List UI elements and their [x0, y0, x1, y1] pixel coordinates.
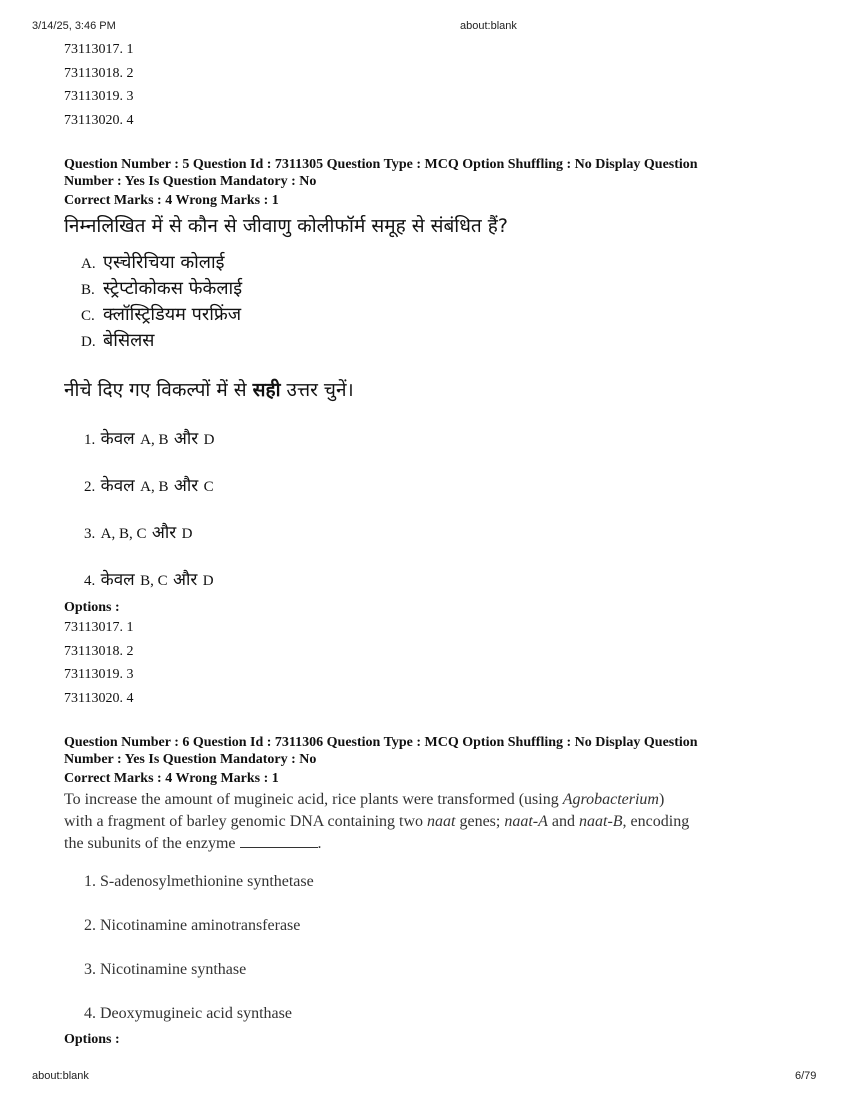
statement-item: D. बेसिलस: [81, 330, 155, 351]
option-id: 73113018. 2: [64, 643, 134, 659]
question-body: [64, 212, 824, 593]
question-meta: Question Number : 5 Question Id : 7311305 Question Type : MCQ Option Shuffling : No Display Question: [64, 157, 698, 172]
question-meta-cont: Number : Yes Is Question Mandatory : No: [64, 174, 317, 189]
answer-blank: [240, 833, 318, 848]
option-id: 73113020. 4: [64, 112, 134, 128]
options-label: Options :: [64, 600, 120, 615]
question-marks: Correct Marks : 4 Wrong Marks : 1: [64, 771, 279, 786]
question-meta: Question Number : 6 Question Id : 7311306 Question Type : MCQ Option Shuffling : No Display Question: [64, 735, 698, 750]
question-5: [64, 156, 824, 710]
answer-choice: 1. S-adenosylmethionine synthetase: [84, 873, 314, 890]
statement-item: C. क्लॉस्ट्रिडियम परफ्रिंज: [81, 304, 242, 325]
option-id: 73113017. 1: [64, 620, 134, 635]
options-label: Options :: [64, 1032, 120, 1047]
question-stem: निम्नलिखित में से कौन से जीवाणु कोलीफॉर्म समूह से संबंधित हैं?: [64, 215, 508, 237]
question-6: [64, 734, 824, 1048]
option-id: 73113017. 1: [64, 42, 134, 57]
answer-choice: 2. Nicotinamine aminotransferase: [84, 917, 301, 934]
choose-instruction: नीचे दिए गए विकल्पों में से सही उत्तर चुनें।: [64, 379, 354, 401]
statement-item: B. स्ट्रेप्टोकोकस फेकेलाई: [81, 278, 243, 299]
answer-choice: 2. केवल A, B और C: [84, 476, 214, 496]
answer-choice: 3. Nicotinamine synthase: [84, 961, 247, 978]
print-datetime: 3/14/25, 3:46 PM: [32, 20, 116, 32]
question-stem: To increase the amount of mugineic acid, rice plants were transformed (using Agrobacterium) with a fragment of barley genomic DNA containing two naat genes; naat-A and naat-B, encoding the subunits of the enzyme .: [64, 791, 690, 852]
print-url: about:blank: [460, 20, 517, 32]
answer-choice: 4. केवल B, C और D: [84, 570, 214, 590]
answer-choice: 4. Deoxymugineic acid synthase: [84, 1005, 292, 1022]
page-content: [64, 38, 824, 1048]
answer-choices: [64, 426, 824, 593]
question-marks: Correct Marks : 4 Wrong Marks : 1: [64, 193, 279, 208]
option-id: 73113019. 3: [64, 667, 134, 682]
option-id: 73113018. 2: [64, 65, 134, 81]
statement-item: A. एस्चेरिचिया कोलाई: [81, 252, 225, 273]
footer-url: about:blank: [32, 1070, 89, 1082]
answer-choice: 1. केवल A, B और D: [84, 429, 215, 449]
question-meta-cont: Number : Yes Is Question Mandatory : No: [64, 752, 317, 767]
option-id: 73113020. 4: [64, 690, 134, 706]
answer-choice: 3. A, B, C और D: [84, 523, 193, 543]
previous-options: [64, 38, 824, 132]
page-number: 6/79: [795, 1070, 817, 1082]
option-id: 73113019. 3: [64, 89, 134, 104]
answer-choices: [64, 871, 824, 1025]
statement-list: [64, 250, 824, 354]
